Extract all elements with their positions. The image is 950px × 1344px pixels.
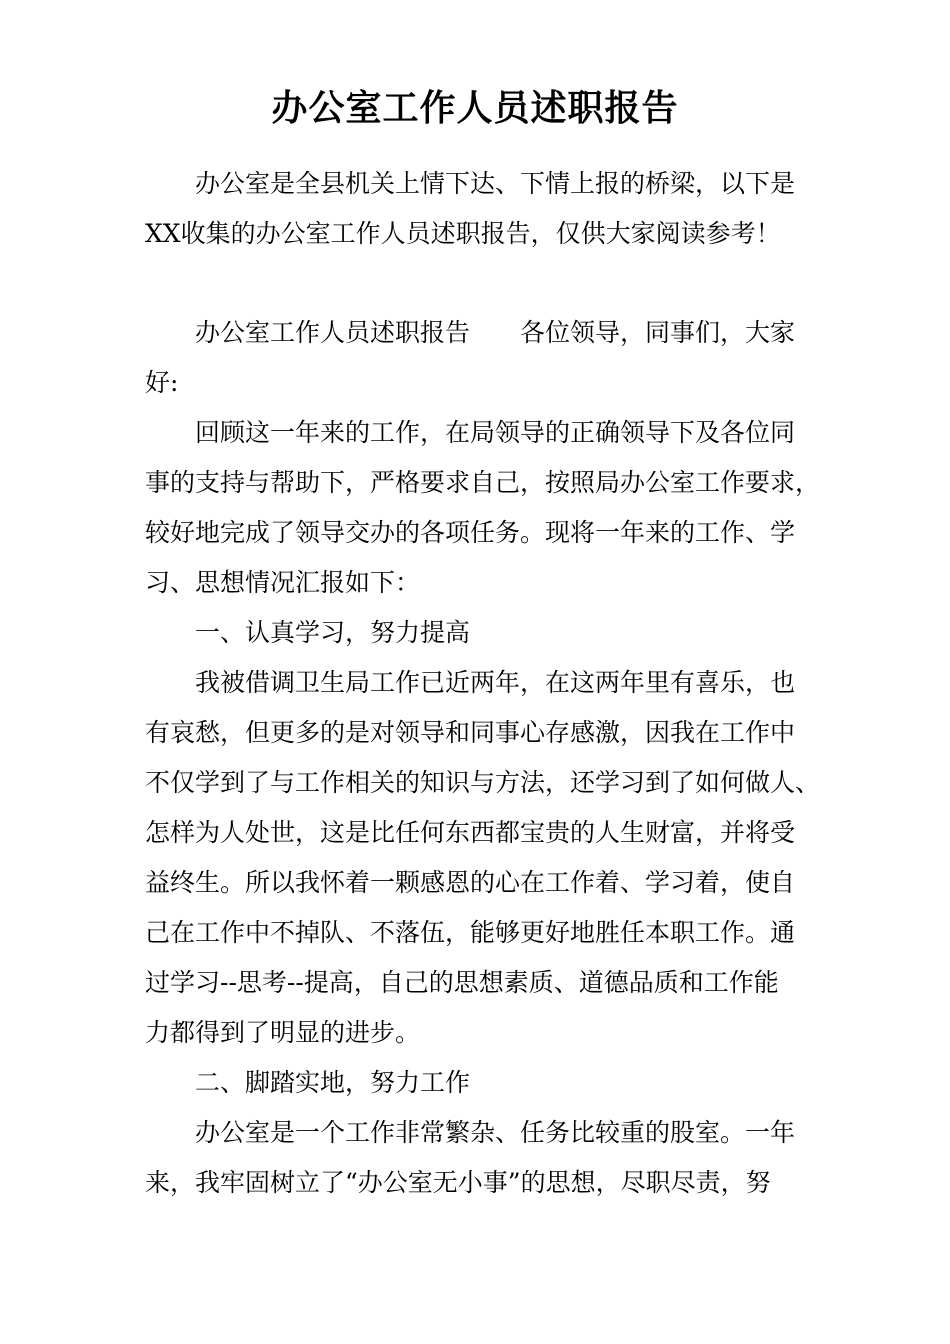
body-line: 回顾这一年来的工作，在局领导的正确领导下及各位同: [195, 418, 796, 447]
body-line: 来，我牢固树立了“办公室无小事”的思想，尽职尽责，努: [145, 1168, 771, 1197]
body-line: 办公室工作人员述职报告 各位领导，同事们，大家: [195, 318, 796, 347]
body-line: 好:: [145, 368, 179, 397]
body-line: 力都得到了明显的进步。: [145, 1018, 421, 1047]
body-line: 习、思想情况汇报如下：: [145, 568, 421, 597]
body-line: 过学习--思考--提高，自己的思想素质、道德品质和工作能: [145, 968, 779, 997]
body-line: 办公室是全县机关上情下达、下情上报的桥梁，以下是: [195, 169, 796, 198]
body-line: 不仅学到了与工作相关的知识与方法，还学习到了如何做人、: [145, 768, 821, 797]
body-line: XX收集的办公室工作人员述职报告，仅供大家阅读参考！: [145, 219, 781, 248]
section-heading: 一、认真学习，努力提高: [195, 618, 471, 647]
body-line: 有哀愁，但更多的是对领导和同事心存感激，因我在工作中: [145, 718, 796, 747]
document-title: 办公室工作人员述职报告: [271, 87, 679, 129]
body-line: 益终生。所以我怀着一颗感恩的心在工作着、学习着，使自: [145, 868, 796, 897]
body-line: 较好地完成了领导交办的各项任务。现将一年来的工作、学: [145, 518, 796, 547]
body-line: 办公室是一个工作非常繁杂、任务比较重的股室。一年: [195, 1118, 796, 1147]
body-line: 己在工作中不掉队、不落伍，能够更好地胜任本职工作。通: [145, 918, 796, 947]
body-line: 我被借调卫生局工作已近两年，在这两年里有喜乐，也: [195, 668, 796, 697]
body-line: 怎样为人处世，这是比任何东西都宝贵的人生财富，并将受: [145, 818, 796, 847]
section-heading: 二、脚踏实地，努力工作: [195, 1068, 471, 1097]
body-line: 事的支持与帮助下，严格要求自己，按照局办公室工作要求，: [145, 468, 821, 497]
